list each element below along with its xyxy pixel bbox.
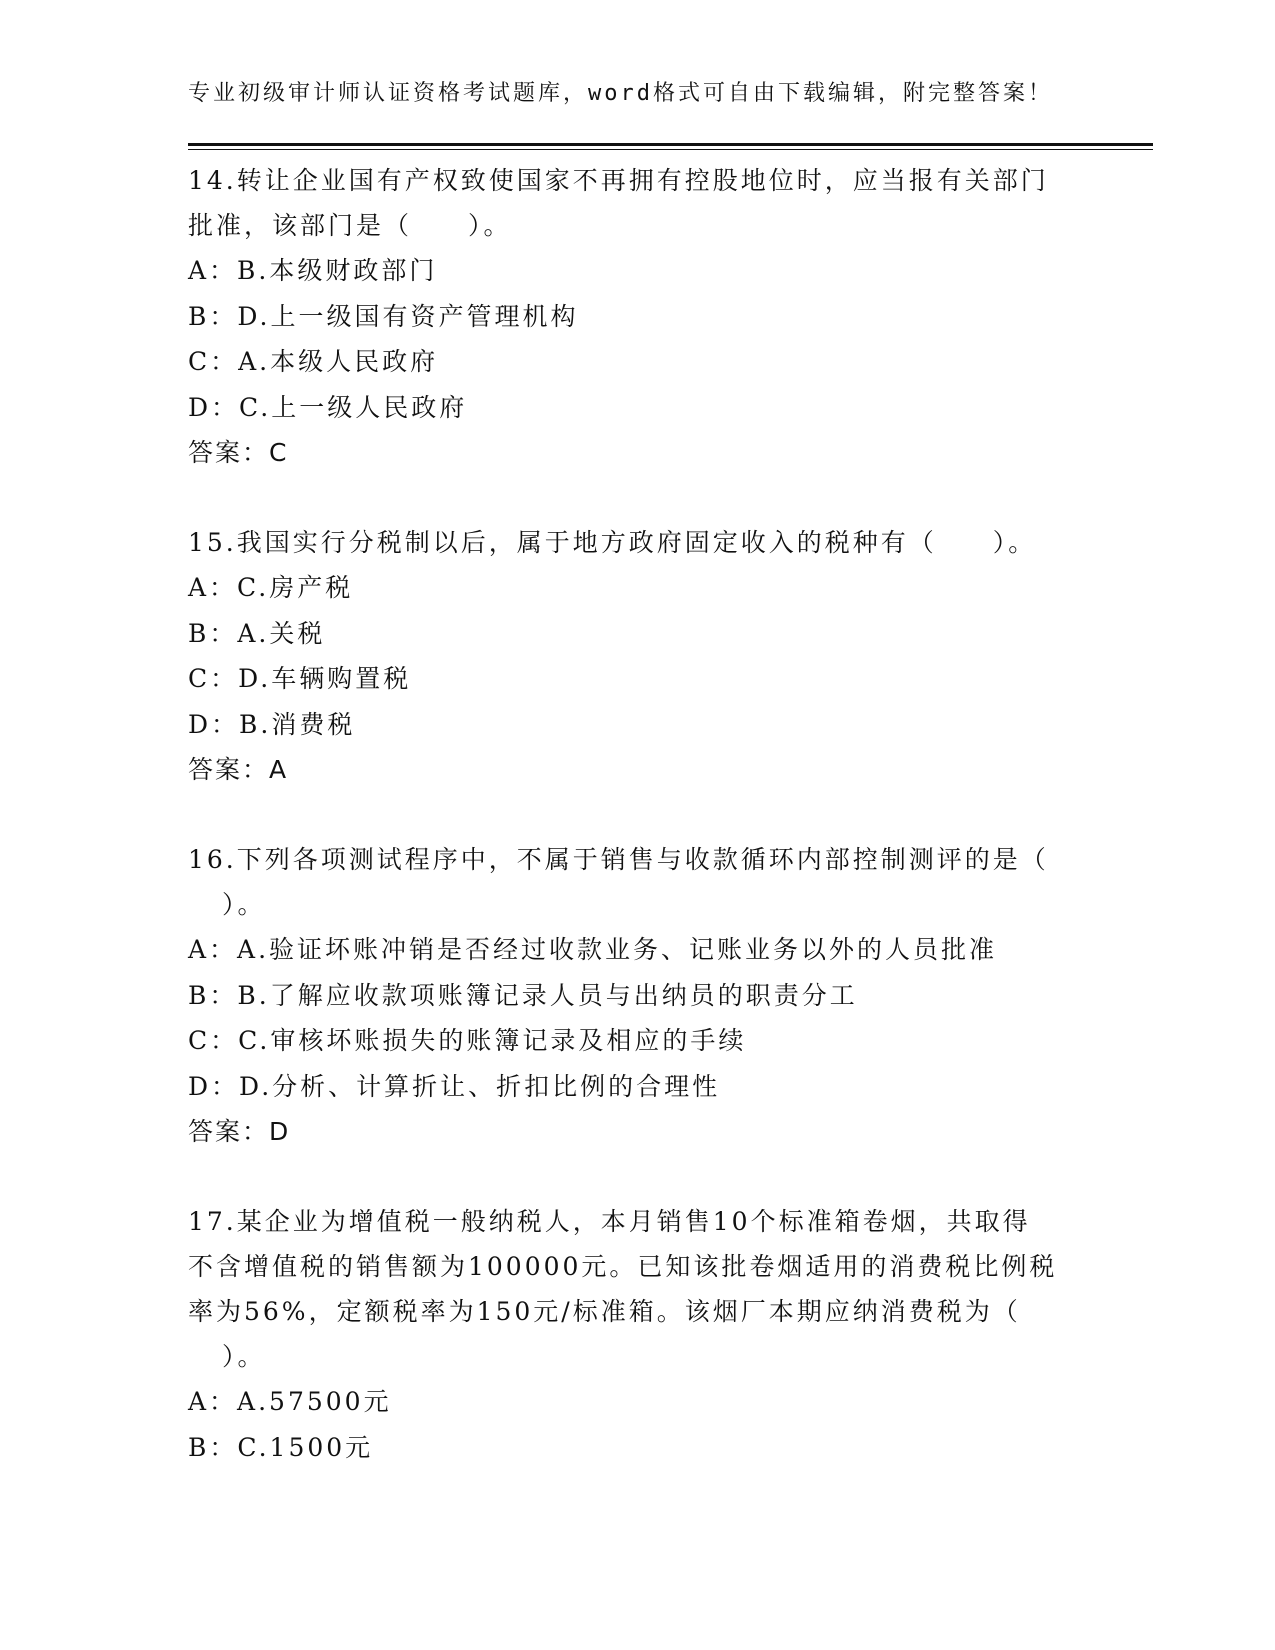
option-b: B：C.1500元 (188, 1432, 374, 1462)
question-text-line: 批准，该部门是（ ）。 (188, 211, 512, 240)
question-list (188, 158, 1088, 1515)
option-d: D：C.上一级人民政府 (188, 392, 468, 422)
option-a: A：A.57500元 (188, 1387, 392, 1416)
question-text-continuation: ）。 (222, 890, 266, 919)
header-rule-thin (188, 149, 1153, 150)
document-header: 专业初级审计师认证资格考试题库，word格式可自由下载编辑，附完整答案！ (188, 81, 1053, 106)
question-17 (188, 1199, 1088, 1470)
option-c: C：D.车辆购置税 (188, 664, 412, 693)
question-text-line: 16.下列各项测试程序中，不属于销售与收款循环内部控制测评的是（ (188, 845, 1049, 874)
option-d: D：B.消费税 (188, 709, 356, 739)
question-text-line: 14.转让企业国有产权致使国家不再拥有控股地位时，应当报有关部门 (188, 166, 1049, 195)
question-text-line: 不含增值税的销售额为100000元。已知该批卷烟适用的消费税比例税 (188, 1252, 1058, 1281)
answer: 答案：A (188, 755, 289, 784)
option-a: A：C.房产税 (188, 573, 354, 602)
option-b: B：D.上一级国有资产管理机构 (188, 301, 579, 331)
answer: 答案：D (188, 1117, 291, 1146)
question-text-line: 15.我国实行分税制以后，属于地方政府固定收入的税种有（ ）。 (188, 528, 1037, 557)
option-d: D：D.分析、计算折让、折扣比例的合理性 (188, 1071, 721, 1101)
answer: 答案：C (188, 438, 289, 467)
option-c: C：A.本级人民政府 (188, 347, 439, 376)
question-text-line: 17.某企业为增值税一般纳税人，本月销售10个标准箱卷烟，共取得 (188, 1207, 1031, 1236)
option-b: B：B.了解应收款项账簿记录人员与出纳员的职责分工 (188, 980, 858, 1010)
question-14 (188, 158, 1088, 475)
header-rule-thick (188, 143, 1153, 146)
question-text-continuation: ）。 (222, 1342, 266, 1371)
option-b: B：A.关税 (188, 618, 326, 648)
option-a: A：B.本级财政部门 (188, 256, 438, 285)
option-a: A：A.验证坏账冲销是否经过收款业务、记账业务以外的人员批准 (188, 935, 998, 964)
question-16 (188, 837, 1088, 1154)
question-text-line: 率为56%，定额税率为150元/标准箱。该烟厂本期应纳消费税为（ (188, 1297, 1021, 1326)
option-c: C：C.审核坏账损失的账簿记录及相应的手续 (188, 1026, 747, 1055)
question-15 (188, 520, 1088, 792)
